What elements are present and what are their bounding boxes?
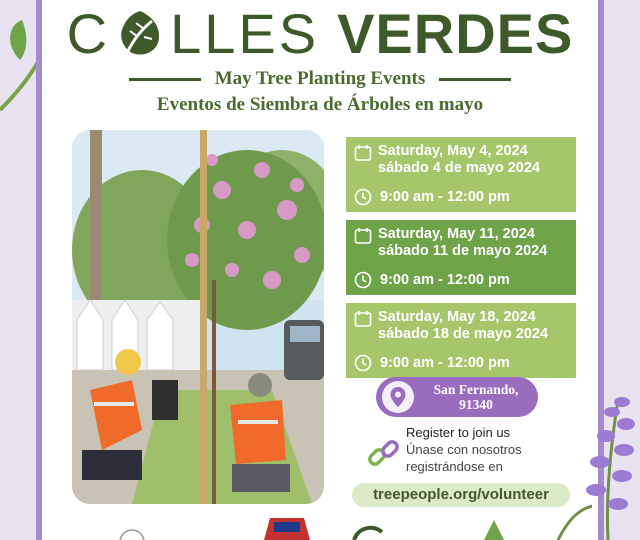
link-icon [366,436,402,472]
location-badge [376,377,538,417]
event-date-es: sábado 4 de mayo 2024 [378,160,540,176]
register-es-1: Únase con nosotros [406,442,522,457]
lavender-decoration [548,380,640,540]
location-text [414,382,538,412]
title-calles: LLES [170,1,320,65]
event-date-en: Saturday, May 4, 2024 [378,143,528,159]
event-date-es: sábado 11 de mayo 2024 [378,243,548,259]
subtitle-row [42,66,598,92]
event-time: 9:00 am - 12:00 pm [380,271,510,288]
poster [36,0,604,540]
event-card [346,303,576,378]
leaf-icon [114,7,166,59]
register-text [406,424,522,475]
calendar-icon [354,144,372,162]
event-date-en: Saturday, May 18, 2024 [378,309,536,325]
volunteer-link[interactable]: treepeople.org/volunteer [352,483,570,507]
event-date-es: sábado 18 de mayo 2024 [378,326,549,342]
event-card [346,137,576,212]
title-letter-c: C [66,1,111,65]
clock-icon [354,188,372,206]
subtitle-spanish: Eventos de Siembra de Árboles en mayo [156,94,484,115]
event-time: 9:00 am - 12:00 pm [380,354,510,371]
location-city: San Fernando, [433,382,519,397]
register-en: Register to join us [406,425,511,440]
event-date-en: Saturday, May 11, 2024 [378,226,535,242]
event-card [346,220,576,295]
partner-logos [42,512,604,540]
location-zip: 91340 [459,397,493,412]
event-list [346,137,576,386]
page-title [42,2,598,64]
pin-wrapper [382,381,414,413]
subtitle-english: May Tree Planting Events [214,68,426,89]
location-pin-icon [389,386,407,408]
calendar-icon [354,310,372,328]
title-verdes: VERDES [337,1,574,65]
calendar-icon [354,227,372,245]
divider-right [439,78,511,81]
register-es-2: registrándose en [406,459,503,474]
clock-icon [354,354,372,372]
clock-icon [354,271,372,289]
divider-left [129,78,201,81]
event-time: 9:00 am - 12:00 pm [380,188,510,205]
tree-planting-photo [72,130,324,504]
